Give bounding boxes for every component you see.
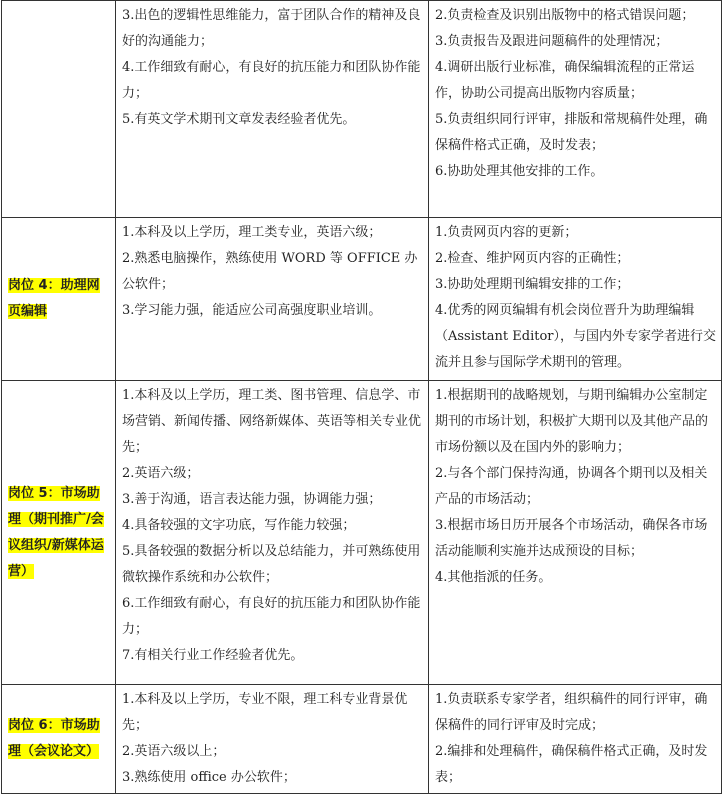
- position-title: 岗位 6：市场助理（会议论文）: [8, 718, 100, 759]
- requirement-item: 7.有相关行业工作经验者优先。: [122, 648, 304, 663]
- requirement-item: 1.本科及以上学历，理工类、图书管理、信息学、市场营销、新闻传播、网络新媒体、英语等相关专业优先；: [122, 388, 422, 455]
- position-cell: [2, 685, 116, 794]
- requirement-item: 1.本科及以上学历，理工类专业，英语六级；: [122, 225, 382, 240]
- job-row: [2, 381, 722, 685]
- requirement-item: 3.出色的逻辑性思维能力，富于团队合作的精神及良好的沟通能力；: [122, 8, 421, 49]
- position-cell: [2, 218, 116, 381]
- requirement-item: 6.工作细致有耐心，有良好的抗压能力和团队协作能力；: [122, 596, 421, 637]
- duty-item: 1.根据期刊的战略规划，与期刊编辑办公室制定期刊的市场计划，积极扩大期刊以及其他产品的市场份额以及在国内外的影响力；: [435, 388, 709, 455]
- duty-item: 2.检查、维护网页内容的正确性；: [435, 251, 630, 266]
- duty-item: 1.负责联系专家学者，组织稿件的同行评审，确保稿件的同行评审及时完成；: [435, 692, 708, 733]
- duty-item: 2.编排和处理稿件，确保稿件格式正确，及时发表；: [435, 744, 708, 785]
- duty-item: 4.调研出版行业标准，确保编辑流程的正常运作，协助公司提高出版物内容质量；: [435, 60, 695, 101]
- requirement-item: 2.英语六级以上；: [122, 744, 226, 759]
- duty-item: 4.其他指派的任务。: [435, 570, 552, 585]
- duty-item: 1.负责网页内容的更新；: [435, 225, 578, 240]
- requirement-item: 3.熟练使用 office 办公软件；: [122, 770, 296, 785]
- duty-item: 3.根据市场日历开展各个市场活动，确保各市场活动能顺利实施并达成预设的目标；: [435, 518, 708, 559]
- requirements-cell: [116, 381, 429, 685]
- job-row: [2, 1, 722, 218]
- requirement-item: 3.善于沟通，语言表达能力强，协调能力强；: [122, 492, 382, 507]
- requirement-item: 1.本科及以上学历，专业不限，理工科专业背景优先；: [122, 692, 408, 733]
- job-row: [2, 685, 722, 794]
- requirements-cell: [116, 218, 429, 381]
- requirement-item: 2.熟悉电脑操作，熟练使用 WORD 等 OFFICE 办公软件；: [122, 251, 418, 292]
- position-title: 岗位 4：助理网页编辑: [8, 278, 100, 319]
- duty-item: 3.负责报告及跟进问题稿件的处理情况；: [435, 34, 669, 49]
- job-table: [1, 0, 722, 794]
- duty-item: 3.协助处理期刊编辑安排的工作；: [435, 277, 630, 292]
- duties-cell: [429, 381, 722, 685]
- duty-item: 6.协助处理其他安排的工作。: [435, 164, 604, 179]
- duty-item: 2.与各个部门保持沟通，协调各个期刊以及相关产品的市场活动；: [435, 466, 708, 507]
- requirement-item: 3.学习能力强，能适应公司高强度职业培训。: [122, 303, 382, 318]
- requirement-item: 4.具备较强的文字功底，写作能力较强；: [122, 518, 356, 533]
- duties-cell: [429, 1, 722, 218]
- requirement-item: 2.英语六级；: [122, 466, 200, 481]
- requirements-cell: [116, 1, 429, 218]
- requirement-item: 4.工作细致有耐心，有良好的抗压能力和团队协作能力；: [122, 60, 421, 101]
- position-cell: [2, 1, 116, 218]
- position-title: 岗位 5：市场助理（期刊推广/会议组织/新媒体运营）: [8, 485, 104, 579]
- duty-item: 4.优秀的网页编辑有机会岗位晋升为助理编辑（Assistant Editor），与国内外专家学者进行交流并且参与国际学术期刊的管理。: [435, 303, 716, 370]
- requirement-item: 5.具备较强的数据分析以及总结能力，并可熟练使用微软操作系统和办公软件；: [122, 544, 421, 585]
- requirement-item: 5.有英文学术期刊文章发表经验者优先。: [122, 112, 356, 127]
- position-cell: [2, 381, 116, 685]
- duties-cell: [429, 218, 722, 381]
- duty-item: 2.负责检查及识别出版物中的格式错误问题；: [435, 8, 695, 23]
- job-row: [2, 218, 722, 381]
- requirements-cell: [116, 685, 429, 794]
- duties-cell: [429, 685, 722, 794]
- duty-item: 5.负责组织同行评审，排版和常规稿件处理，确保稿件格式正确，及时发表；: [435, 112, 708, 153]
